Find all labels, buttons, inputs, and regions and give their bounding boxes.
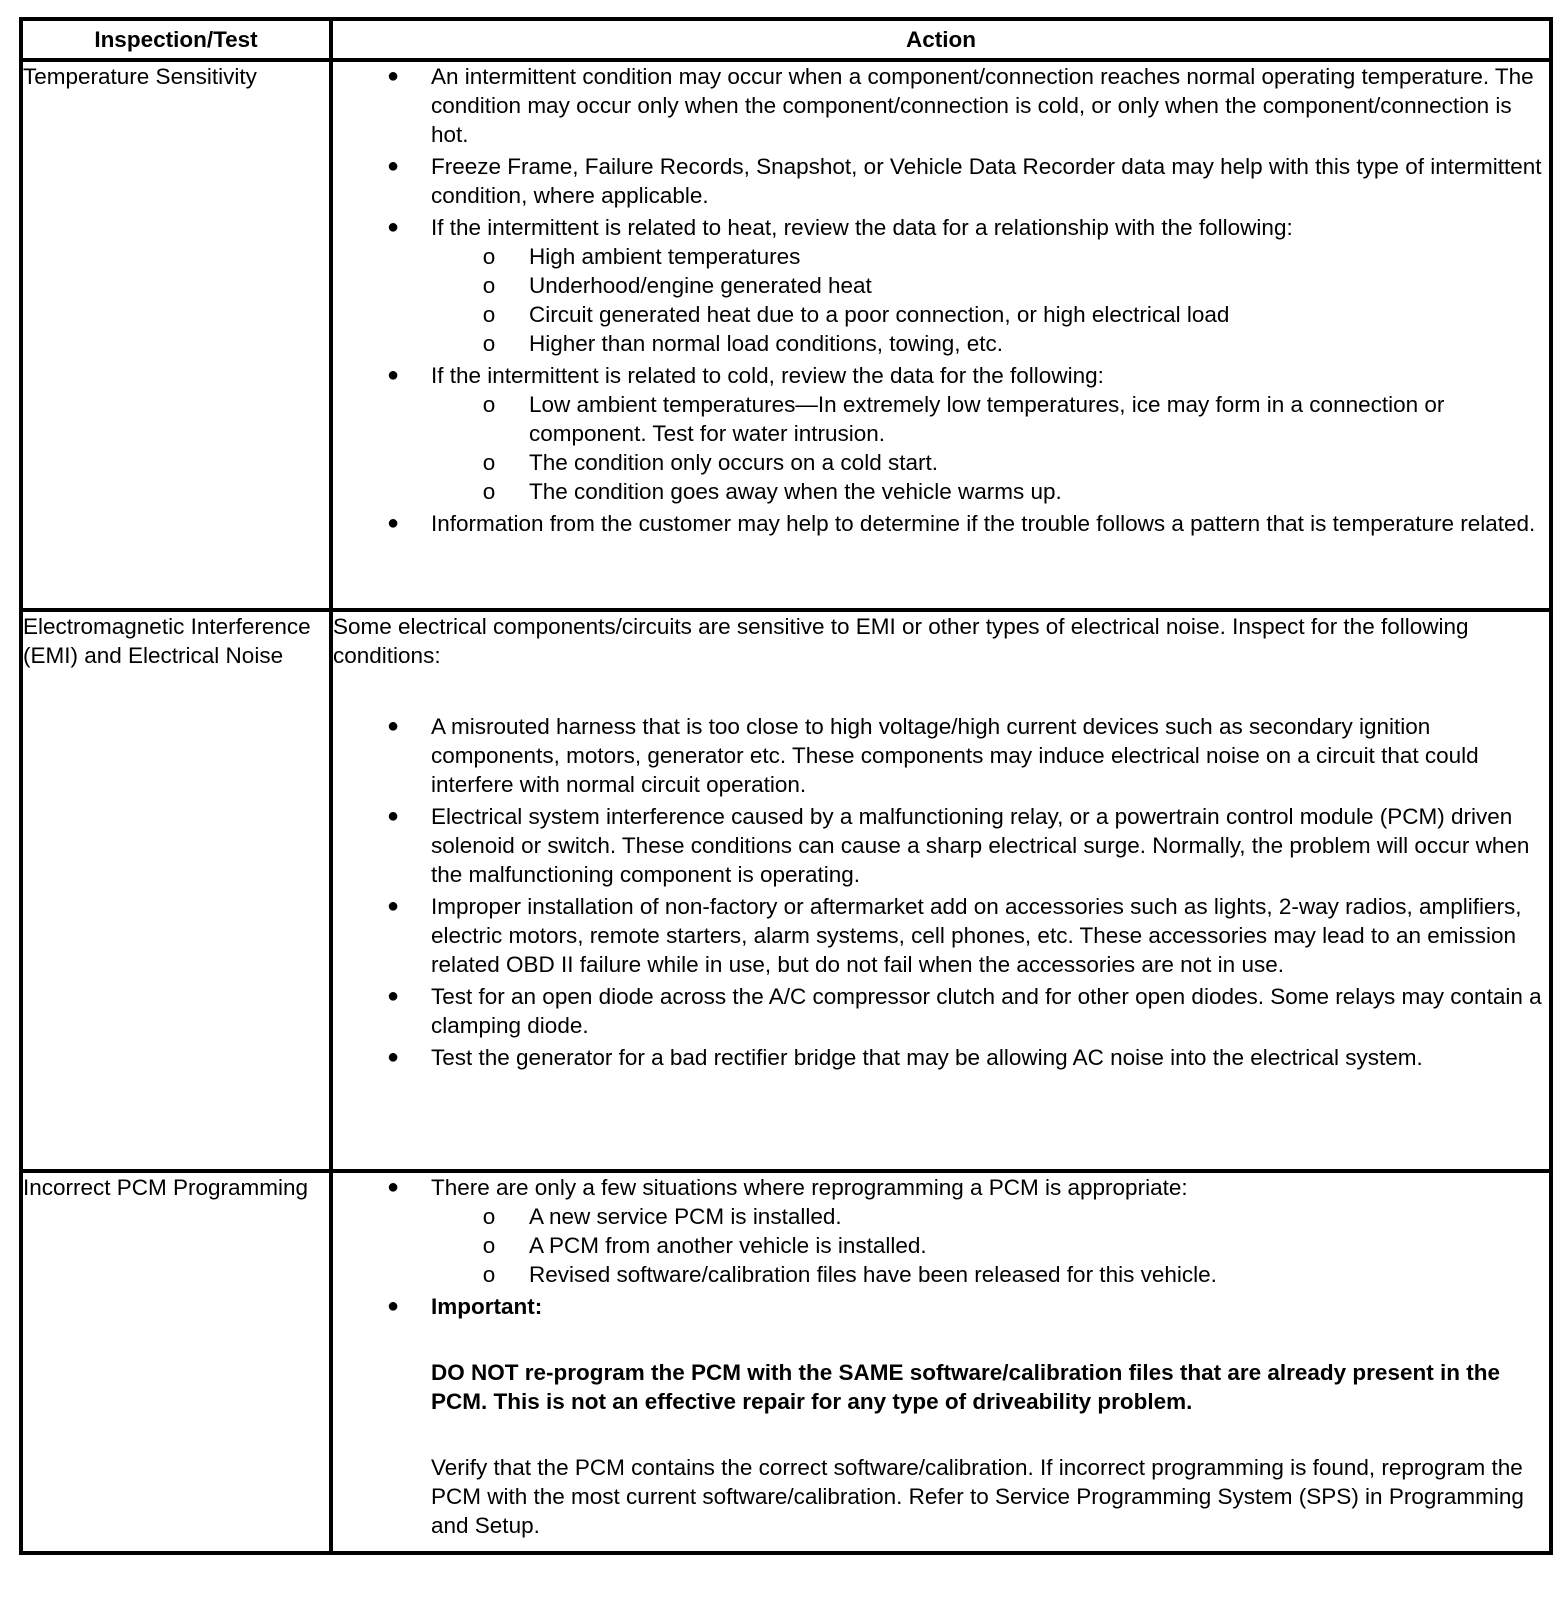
list-item [333,892,1549,979]
list-item-important [333,1292,1549,1540]
sub-list-item-text: High ambient temperatures [529,244,801,269]
sub-list-item [431,1202,1549,1231]
bullet-icon: ● [386,1176,400,1198]
sub-list-item-text: A PCM from another vehicle is installed. [529,1233,927,1258]
list-item [333,509,1549,538]
intro-text: Some electrical components/circuits are sensitive to EMI or other types of electrical noise. Inspect for the following conditions: [333,614,1469,668]
sub-list-item [431,242,1549,271]
list-item-text: Freeze Frame, Failure Records, Snapshot, or Vehicle Data Recorder data may help with this type of intermittent condition, where applicable. [431,154,1542,208]
sub-list [431,1202,1549,1289]
list-item [333,213,1549,358]
bullet-icon: ● [386,512,400,534]
list-item-text: A misrouted harness that is too close to high voltage/high current devices such as secondary ignition components, motors, generator etc. These components may induce electrical noise on a circuit that could interfere with normal circuit operation. [431,714,1479,797]
inspection-cell: Temperature Sensitivity [21,60,331,610]
important-warning: DO NOT re-program the PCM with the SAME software/calibration files that are already present in the PCM. This is not an effective repair for any type of driveability problem. [431,1360,1500,1414]
circle-bullet-icon: o [482,244,496,269]
sub-list-item [431,300,1549,329]
circle-bullet-icon: o [482,1204,496,1229]
header-row [21,19,1551,60]
circle-bullet-icon: o [482,331,496,356]
sub-list-item-text: The condition only occurs on a cold start. [529,450,938,475]
circle-bullet-icon: o [482,1262,496,1287]
circle-bullet-icon: o [482,1233,496,1258]
list-item-text: Test the generator for a bad rectifier bridge that may be allowing AC noise into the electrical system. [431,1045,1423,1070]
bullet-icon: ● [386,155,400,177]
list-item [333,361,1549,506]
sub-list-item [431,448,1549,477]
table-row [21,1171,1551,1553]
bullet-icon: ● [386,895,400,917]
sub-list-item [431,477,1549,506]
important-label: Important: [431,1294,543,1319]
circle-bullet-icon: o [482,450,496,475]
verify-text: Verify that the PCM contains the correct software/calibration. If incorrect programming is found, reprogram the PCM with the most current software/calibration. Refer to Service Programming System (SPS) in Programming and Setup. [431,1455,1524,1538]
list-item-text: Improper installation of non-factory or aftermarket add on accessories such as lights, 2-way radios, amplifiers, electric motors, remote starters, alarm systems, cell phones, etc. These accessories may lead to an emission related OBD II failure while in use, but do not fail when the accessories are not in use. [431,894,1522,977]
circle-bullet-icon: o [482,273,496,298]
sub-list [431,242,1549,358]
sub-list-item-text: Revised software/calibration files have been released for this vehicle. [529,1262,1217,1287]
list-item [333,62,1549,149]
sub-list-item-text: Higher than normal load conditions, towing, etc. [529,331,1004,356]
sub-list-item-text: A new service PCM is installed. [529,1204,842,1229]
list-item [333,982,1549,1040]
bullet-list [333,1173,1549,1540]
list-item [333,1173,1549,1289]
bullet-icon: ● [386,1295,400,1317]
sub-list-item [431,329,1549,358]
inspection-cell: Incorrect PCM Programming [21,1171,331,1553]
list-item [333,712,1549,799]
sub-list-item-text: The condition goes away when the vehicle warms up. [529,479,1062,504]
list-item-text: Test for an open diode across the A/C compressor clutch and for other open diodes. Some relays may contain a clamping diode. [431,984,1542,1038]
list-item-text: If the intermittent is related to heat, review the data for a relationship with the following: [431,215,1293,240]
action-cell [331,60,1551,610]
bullet-icon: ● [386,715,400,737]
circle-bullet-icon: o [482,302,496,327]
inspection-cell: Electromagnetic Interference (EMI) and Electrical Noise [21,610,331,1171]
list-item-text: Information from the customer may help to determine if the trouble follows a pattern that is temperature related. [431,511,1536,536]
bullet-icon: ● [386,1046,400,1068]
sub-list-item [431,390,1549,448]
sub-list-item [431,1260,1549,1289]
inspection-table [19,17,1553,1555]
bullet-icon: ● [386,65,400,87]
bullet-icon: ● [386,216,400,238]
sub-list-item-text: Low ambient temperatures—In extremely low temperatures, ice may form in a connection or component. Test for water intrusion. [529,392,1445,446]
table-row [21,60,1551,610]
sub-list-item [431,1231,1549,1260]
action-cell [331,610,1551,1171]
sub-list [431,390,1549,506]
sub-list-item-text: Underhood/engine generated heat [529,273,872,298]
header-action: Action [331,19,1551,60]
bullet-icon: ● [386,985,400,1007]
list-item [333,1043,1549,1072]
list-item-text: There are only a few situations where reprogramming a PCM is appropriate: [431,1175,1188,1200]
sub-list-item-text: Circuit generated heat due to a poor connection, or high electrical load [529,302,1230,327]
action-cell [331,1171,1551,1553]
sub-list-item [431,271,1549,300]
bullet-icon: ● [386,805,400,827]
list-item-text: If the intermittent is related to cold, review the data for the following: [431,363,1104,388]
circle-bullet-icon: o [482,479,496,504]
list-item-text: Electrical system interference caused by a malfunctioning relay, or a powertrain control module (PCM) driven solenoid or switch. These conditions can cause a sharp electrical surge. Normally, the problem will occur when the malfunctioning component is operating. [431,804,1530,887]
table-row [21,610,1551,1171]
list-item-text: An intermittent condition may occur when a component/connection reaches normal operating temperature. The condition may occur only when the component/connection is cold, or only when the component/connection is hot. [431,64,1534,147]
bullet-list [333,712,1549,1072]
list-item [333,802,1549,889]
bullet-icon: ● [386,364,400,386]
header-inspection-test: Inspection/Test [21,19,331,60]
circle-bullet-icon: o [482,392,496,417]
list-item [333,152,1549,210]
bullet-list [333,62,1549,538]
